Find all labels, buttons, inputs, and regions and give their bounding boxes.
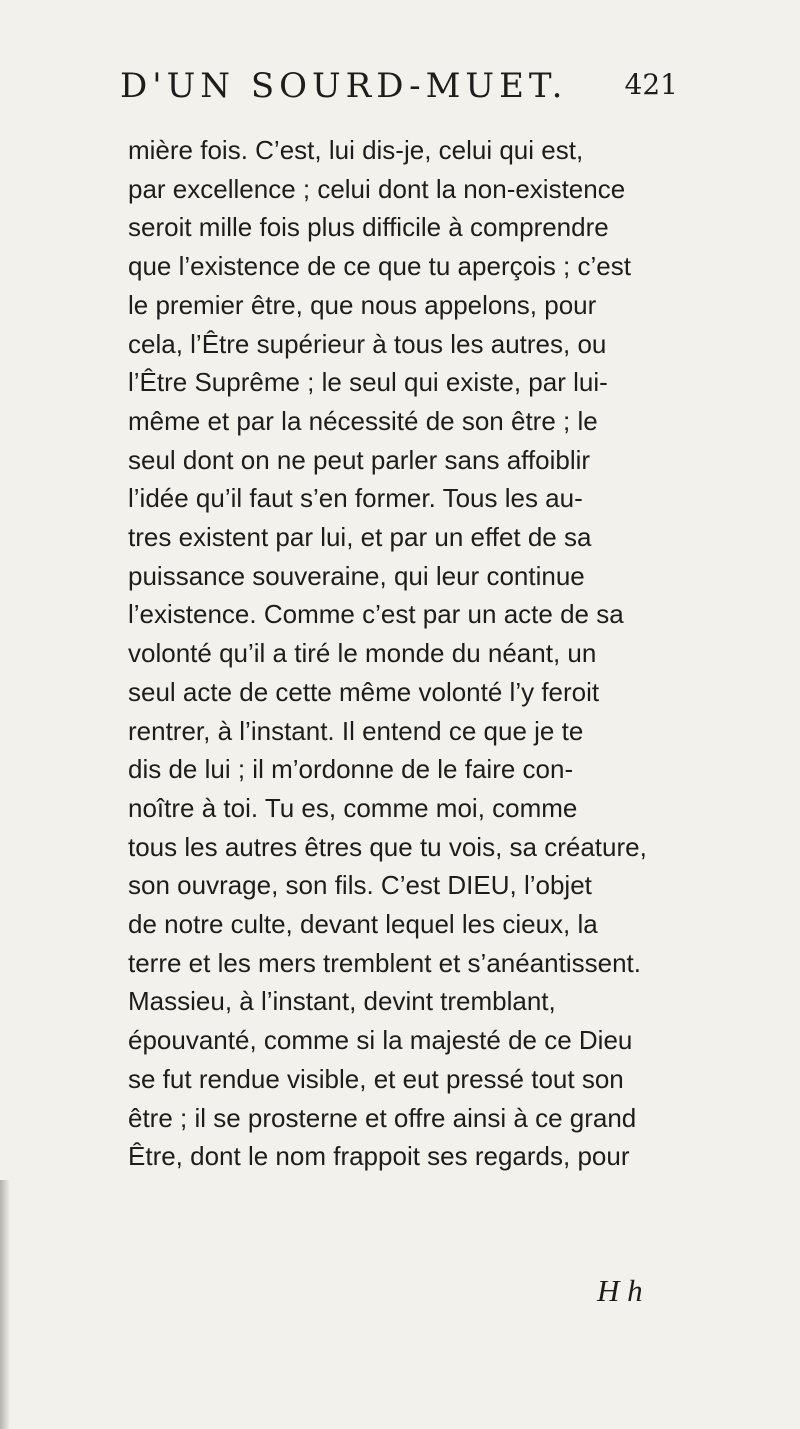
text-line: seul acte de cette même volonté l’y feroit [128,676,600,707]
text-line: être ; il se prosterne et offre ainsi à ce grand [128,1102,637,1133]
text-line: par excellence ; celui dont la non-existence [128,173,626,204]
text-line: le premier être, que nous appelons, pour [128,289,597,320]
running-head: D'UN SOURD-MUET. [120,66,568,106]
text-line: rentrer, à l’instant. Il entend ce que je te [128,715,584,746]
text-line: seul dont on ne peut parler sans affoiblir [128,444,591,475]
text-line: tous les autres êtres que tu vois, sa créature, [128,831,647,862]
text-line: Être, dont le nom frappoit ses regards, pour [128,1141,630,1172]
text-line: tres existent par lui, et par un effet de sa [128,522,592,553]
text-line: volonté qu’il a tiré le monde du néant, un [128,638,597,669]
text-line: seroit mille fois plus difficile à comprendre [128,212,609,243]
text-line: l’idée qu’il faut s’en former. Tous les au- [128,483,583,514]
signature-mark: H h [597,1273,643,1308]
text-line: de notre culte, devant lequel les cieux, la [128,909,598,940]
text-line: son ouvrage, son fils. C’est DIEU, l’objet [128,870,592,901]
page-header [120,66,680,114]
text-line: cela, l’Être supérieur à tous les autres, ou [128,328,607,359]
text-line: dis de lui ; il m’ordonne de le faire con- [128,754,574,785]
page-number: 421 [624,68,678,101]
text-line: Massieu, à l’instant, devint tremblant, [128,986,556,1017]
text-line: mière fois. C’est, lui dis-je, celui qui est, [128,135,584,165]
text-line: épouvanté, comme si la majesté de ce Dieu [128,1025,633,1056]
text-line: que l’existence de ce que tu aperçois ; c’est [128,251,631,282]
text-line: l’Être Suprême ; le seul qui existe, par lui- [128,367,608,398]
text-line: noître à toi. Tu es, comme moi, comme [128,792,578,823]
scan-edge-shadow [0,1180,10,1429]
text-line: puissance souveraine, qui leur continue [128,560,585,591]
text-line: terre et les mers tremblent et s’anéantissent. [128,947,642,978]
text-line: même et par la nécessité de son être ; le [128,405,598,436]
text-line: l’existence. Comme c’est par un acte de sa [128,599,624,630]
text-line: se fut rendue visible, et eut pressé tout son [128,1063,624,1094]
body-text [128,131,688,1176]
